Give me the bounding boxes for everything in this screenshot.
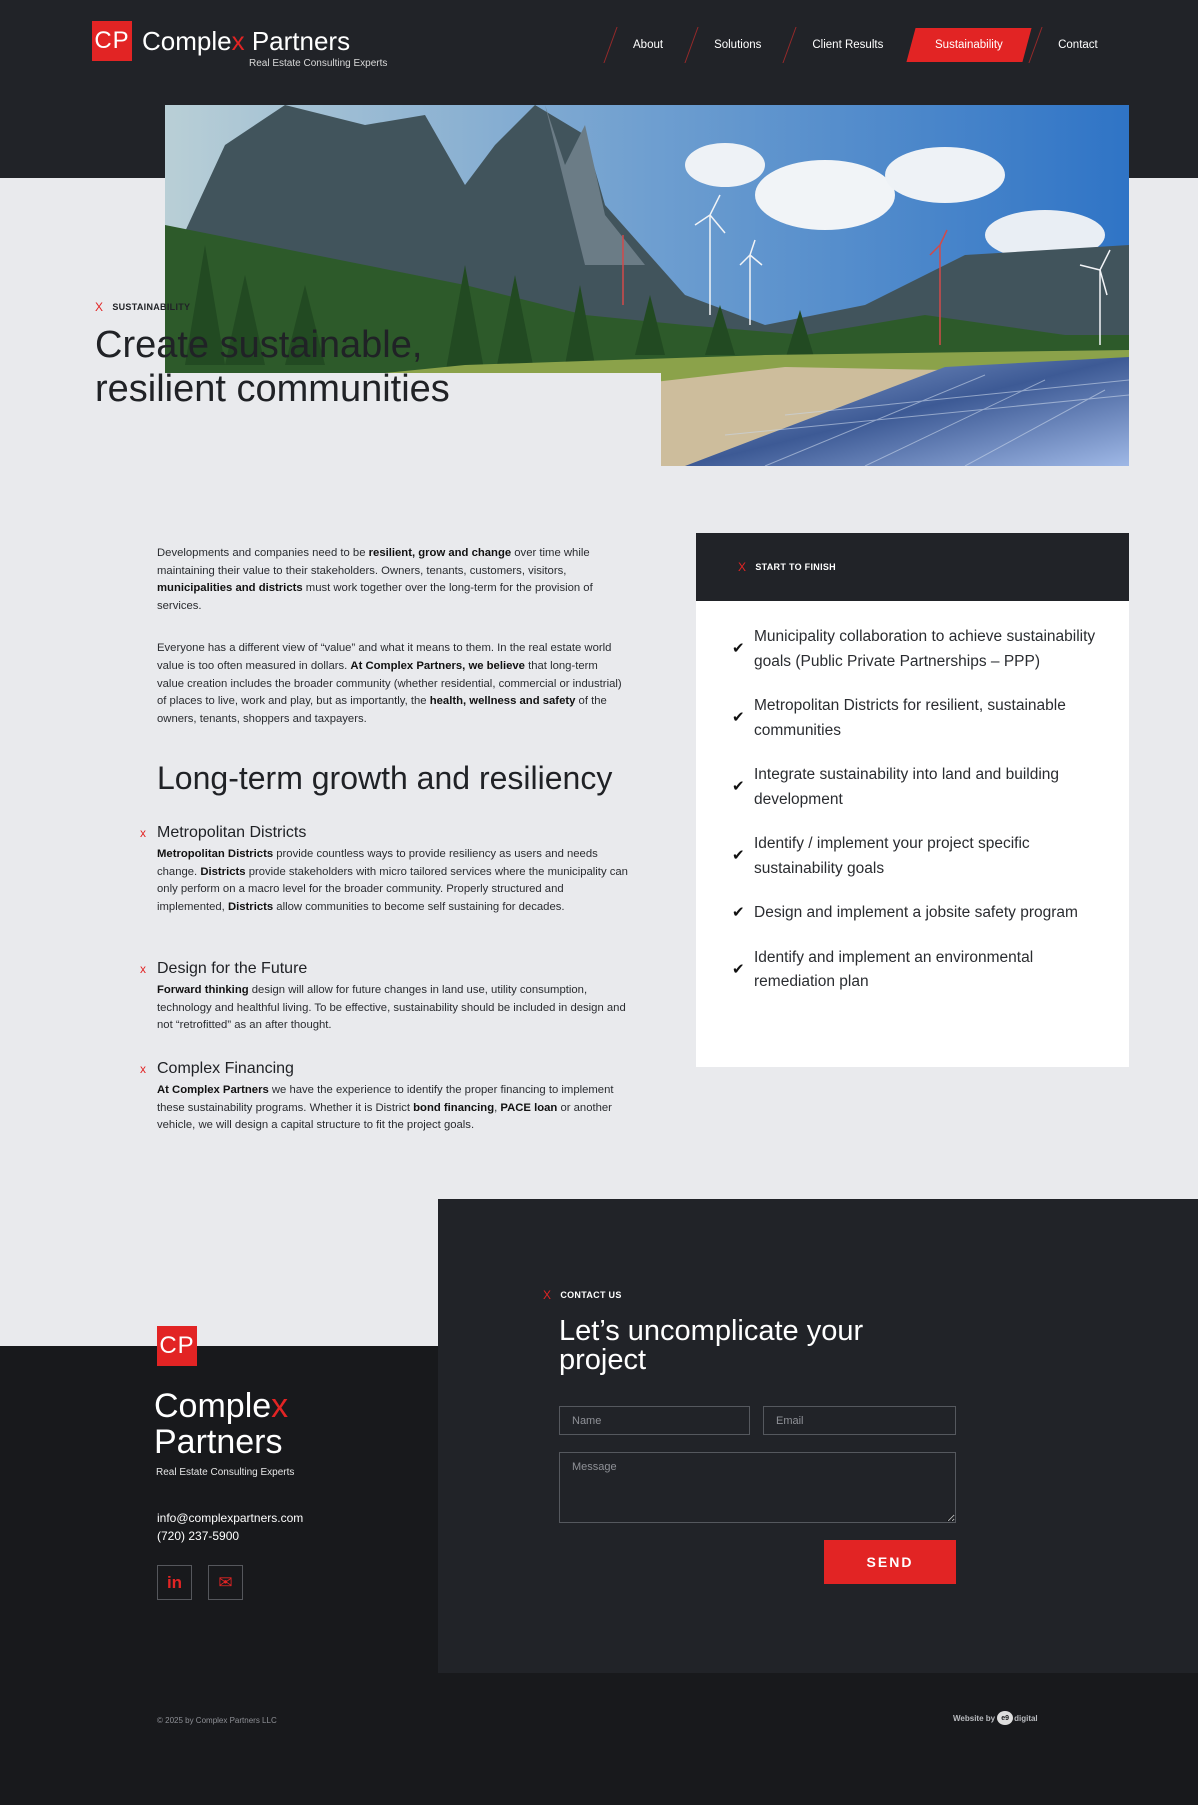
feature-title: Complex Financing [157,1060,294,1077]
feature-body: Forward thinking design will allow for future changes in land use, utility consumption, technology and healthful living. To be effective, sustainability should be included in design and not “retrofitted” as an after thought. [157,984,626,1032]
linkedin-icon: in [166,1572,183,1592]
checklist-item: ✔ Municipality collaboration to achieve sustainability goals (Public Private Partnerships – PPP) [732,628,1096,670]
checkmark-icon: ✔ [732,640,745,658]
send-button[interactable]: SEND [824,1540,956,1584]
contact-eyebrow: X CONTACT US [543,1288,622,1302]
x-bullet-icon: X [543,1288,552,1302]
footer-logo-mark[interactable]: CP [157,1326,197,1366]
checklist-item: ✔ Metropolitan Districts for resilient, sustainable communities [732,697,1066,739]
site-logo[interactable] [92,21,388,69]
checkmark-icon: ✔ [732,904,745,921]
x-bullet-icon: x [140,1062,146,1076]
logo-tagline: Real Estate Consulting Experts [249,58,388,69]
main-nav [610,28,1098,62]
nav-item-solutions[interactable]: Solutions [714,39,762,51]
nav-item-about[interactable]: About [633,39,664,51]
nav-item-contact[interactable]: Contact [1058,39,1098,51]
checklist-item: ✔ Identify / implement your project specific sustainability goals [732,835,1030,877]
agency-credit-link[interactable]: Website by e9 digital [953,1711,1038,1725]
feature-body: At Complex Partners we have the experience to identify the proper financing to implement these sustainability programs. Whether it is District bond financing, PACE loan or another vehicle, we will design a capital structure to fit the project goals. [157,1084,614,1132]
x-bullet-icon: X [738,560,747,574]
copyright: © 2025 by Complex Partners LLC [157,1716,277,1725]
hero-image [165,105,1129,466]
intro-text [157,545,627,753]
intro-paragraph-2: Everyone has a different view of “value” and what it means to them. In the real estate world value is too often measured in dollars. At Complex Partners, we believe that long-term value creation includes the broader community (whether residential, commercial or industrial) of places to live, work and play, but as importantly, the health, wellness and safety of the owners, tenants, shoppers and taxpayers. [157,642,622,725]
nav-item-client-results[interactable]: Client Results [812,39,884,51]
email-input[interactable] [763,1406,956,1435]
hero-eyebrow: X SUSTAINABILITY [95,300,191,314]
logo-mark: CP [92,21,132,61]
card-eyebrow: X START TO FINISH [738,560,836,574]
checklist-item: ✔ Integrate sustainability into land and building development [732,766,1060,808]
linkedin-button[interactable] [157,1565,192,1600]
feature-body: Metropolitan Districts provide countless ways to provide resiliency as users and needs change. Districts provide stakeholders with micro tailored services where the municipality can only perform on a macro level for the broader community. Properly structured and implemented, Districts allow communities to become self sustaining for decades. [157,848,628,913]
contact-title: Let’s uncomplicate your project [559,1315,864,1376]
nav-divider [783,27,797,63]
growth-heading: Long-term growth and resiliency [157,760,613,796]
x-bullet-icon: x [140,962,146,976]
checkmark-icon: ✔ [732,778,745,796]
checkmark-icon: ✔ [732,709,745,727]
card-header [696,533,1129,601]
agency-logo-icon: e9 [997,1711,1013,1725]
x-bullet-icon: x [140,826,146,840]
footer-wordmark: Complex Partners [154,1387,289,1461]
checklist [696,601,1129,995]
message-textarea[interactable] [559,1452,956,1523]
logo-wordmark: Complex Partners [142,26,351,56]
footer-tagline: Real Estate Consulting Experts [156,1467,295,1478]
checkmark-icon: ✔ [732,960,745,978]
x-bullet-icon: X [95,300,104,314]
feature-metropolitan-districts [140,824,630,916]
start-to-finish-card [696,533,1129,1067]
nav-divider [1029,27,1043,63]
footer-contact-info [157,1509,303,1545]
contact-panel [438,1199,1198,1673]
feature-title: Metropolitan Districts [157,824,307,841]
phone-link[interactable]: (720) 237-5900 [157,1529,240,1543]
checklist-item: ✔ Design and implement a jobsite safety program [732,901,1099,926]
checkmark-icon: ✔ [732,847,745,865]
email-icon: ✉ [218,1572,233,1592]
feature-title: Design for the Future [157,960,308,977]
email-link[interactable]: info@complexpartners.com [157,1511,304,1525]
name-input[interactable] [559,1406,750,1435]
page-title: Create sustainable, resilient communities [95,324,450,410]
intro-paragraph-1: Developments and companies need to be resilient, grow and change over time while maintaining their value to their stakeholders. Owners, tenants, customers, visitors, municipalities and districts must work together over the long-term for the provision of services. [157,547,593,612]
feature-complex-financing [140,1060,630,1135]
nav-item-sustainability[interactable]: Sustainability [907,28,1032,62]
checklist-item: ✔ Identify and implement an environmental remediation plan [732,948,1034,990]
nav-divider [685,27,699,63]
email-button[interactable] [208,1565,243,1600]
feature-design-future [140,960,630,1035]
